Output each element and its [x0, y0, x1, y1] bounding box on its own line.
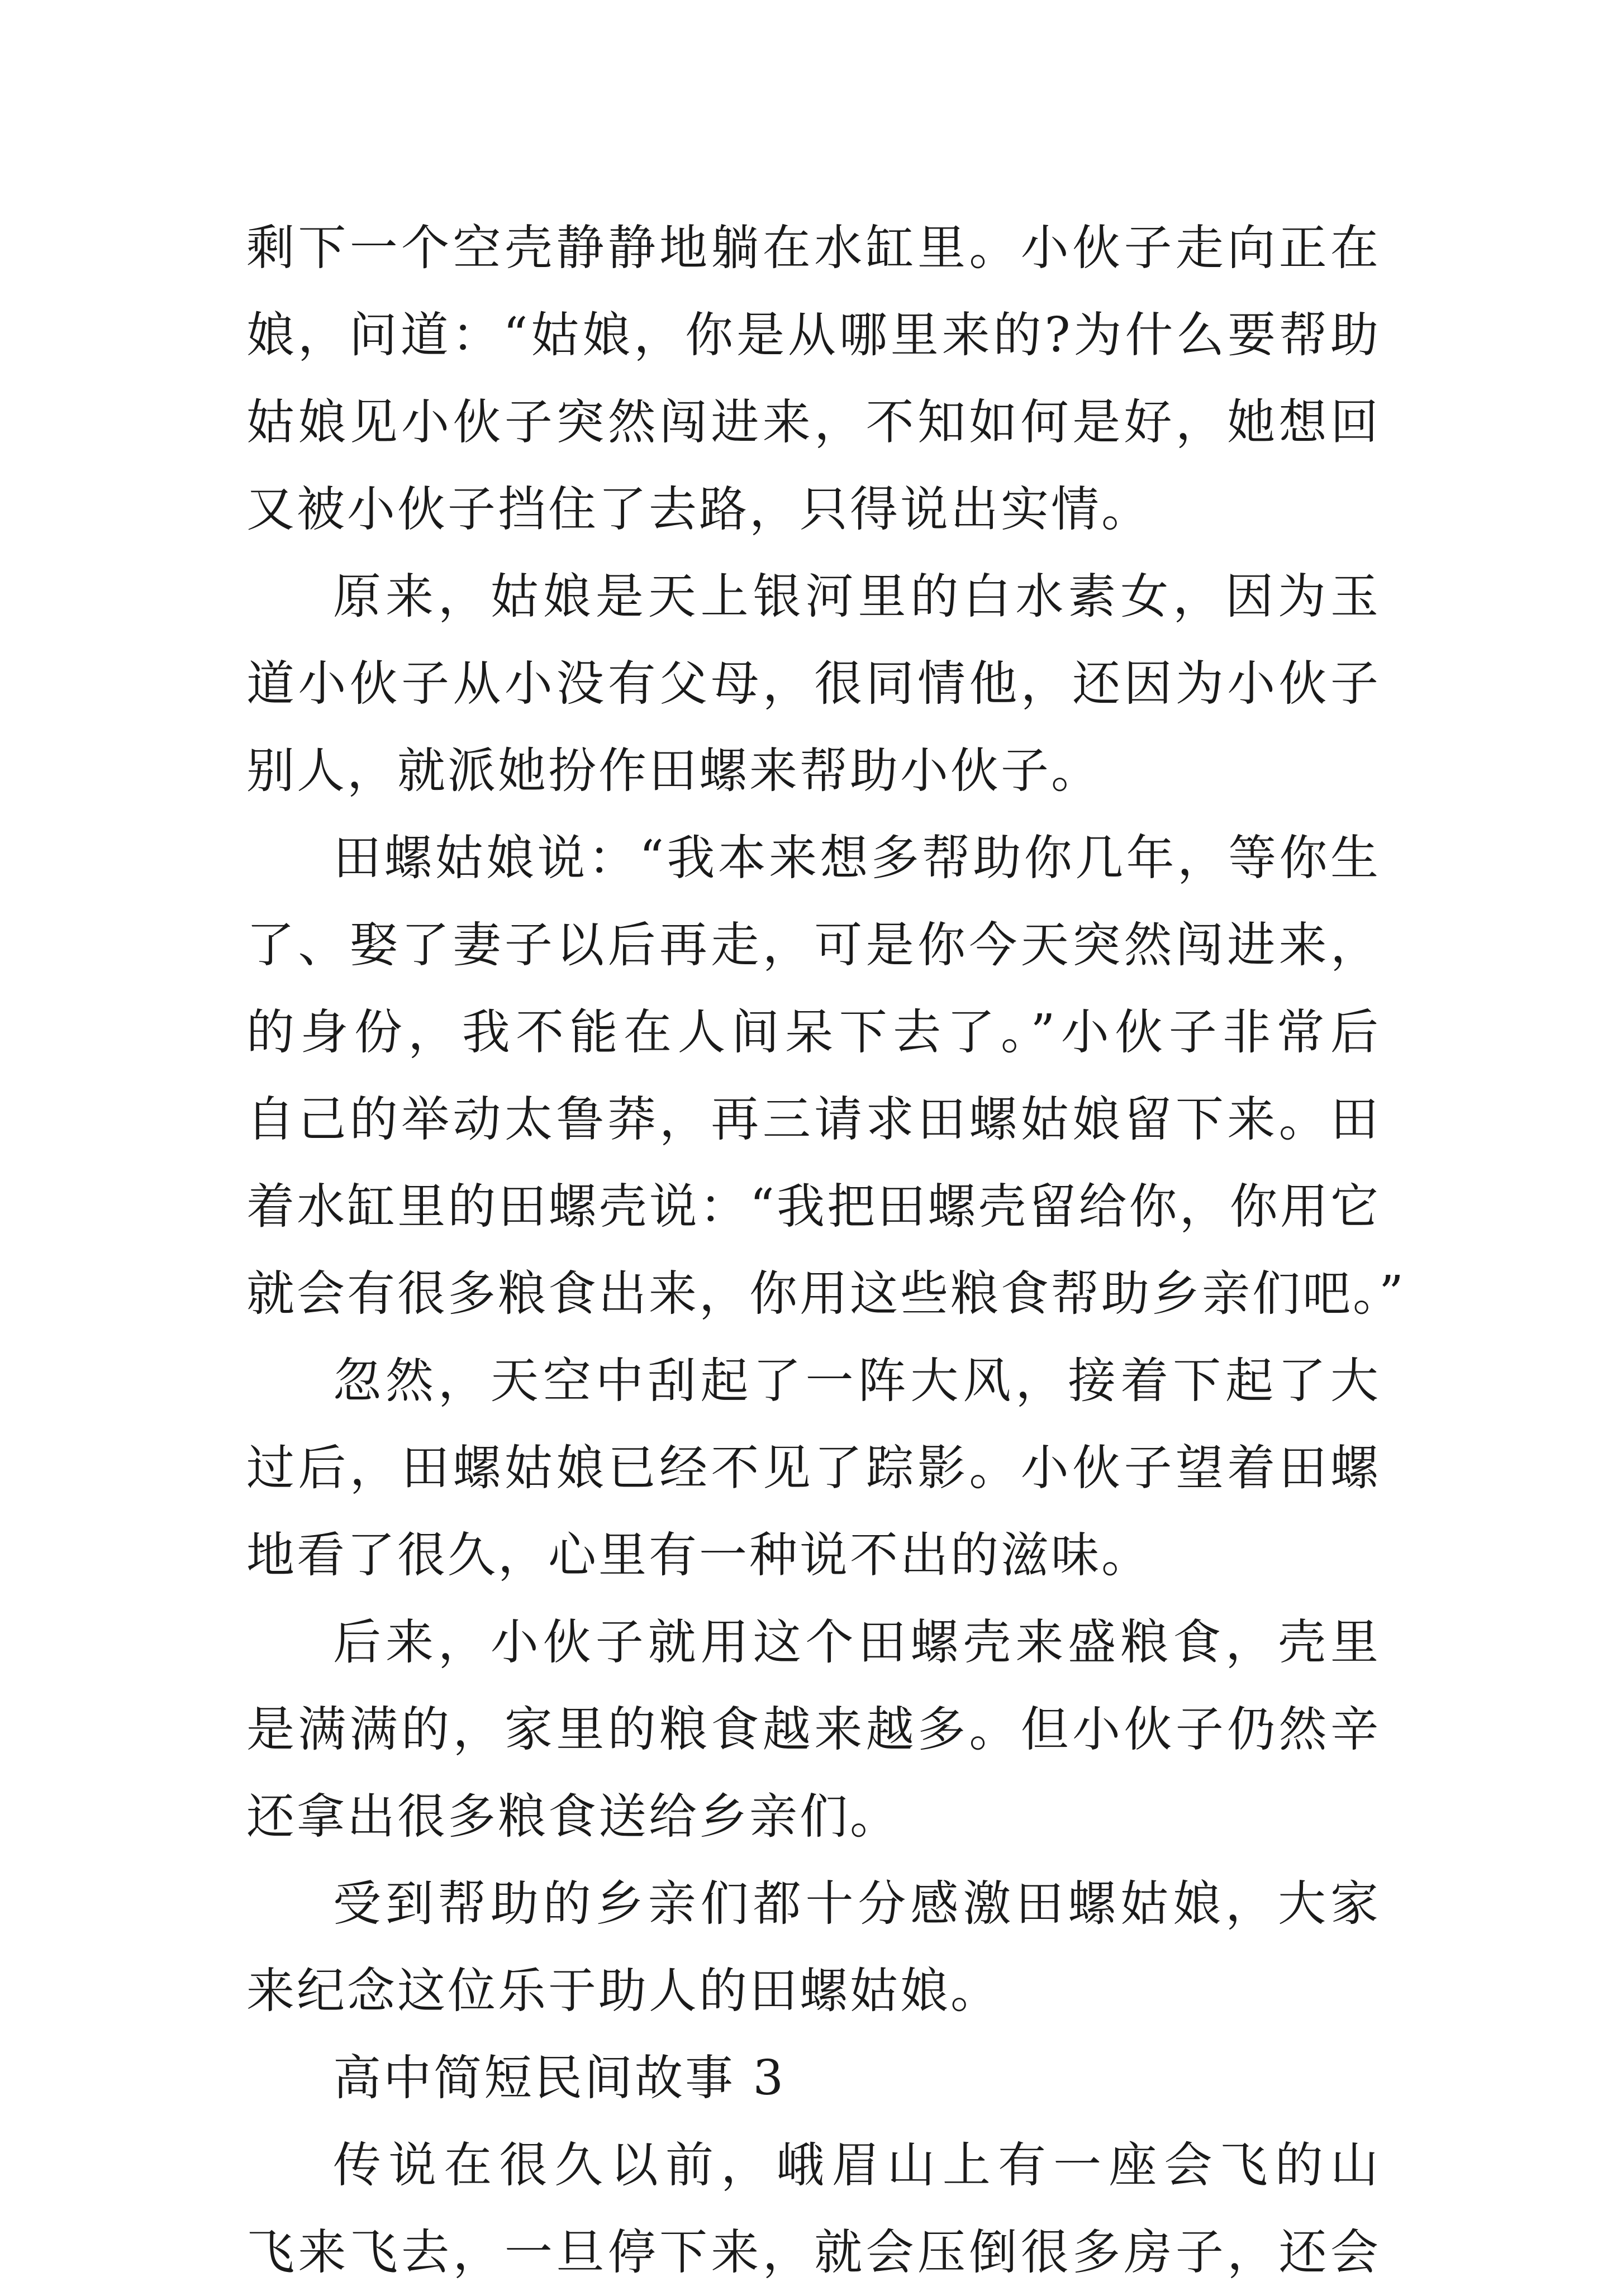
text-line: 来纪念这位乐于助人的田螺姑娘。 [246, 1963, 1001, 2019]
text-line: 的身份，我不能在人间呆下去了。”小伙子非常后 [246, 1004, 1381, 1060]
paragraph-start-line: 后来，小伙子就用这个田螺壳来盛粮食，壳里 [333, 1614, 1381, 1670]
text-line: 娘，问道：“姑娘，你是从哪里来的?为什么要帮助 [246, 307, 1381, 363]
text-line: 自己的举动太鲁莽，再三请求田螺姑娘留下来。田 [246, 1092, 1381, 1147]
paragraph-start-line: 传说在很久以前，峨眉山上有一座会飞的山 [333, 2137, 1381, 2193]
text-line: 姑娘见小伙子突然闯进来，不知如何是好，她想回 [246, 394, 1381, 450]
text-line: 是满满的，家里的粮食越来越多。但小伙子仍然辛 [246, 1702, 1381, 1757]
text-line: 就会有很多粮食出来，你用这些粮食帮助乡亲们吧。” [246, 1266, 1406, 1322]
text-line: 又被小伙子挡住了去路，只得说出实情。 [246, 482, 1152, 537]
story-text [246, 204, 1406, 2296]
section-heading: 高中简短民间故事 3 [333, 2050, 786, 2106]
text-line: 别人，就派她扮作田螺来帮助小伙子。 [246, 743, 1101, 799]
text-line: 飞来飞去，一旦停下来，就会压倒很多房子，还会 [246, 2224, 1381, 2280]
text-line: 地看了很久，心里有一种说不出的滋味。 [246, 1527, 1152, 1583]
paragraph-start-line: 受到帮助的乡亲们都十分感激田螺姑娘，大家 [333, 1876, 1381, 1932]
text-line: 道小伙子从小没有父母，很同情他，还因为小伙子 [246, 656, 1381, 712]
text-line: 了、娶了妻子以后再走，可是你今天突然闯进来， [246, 917, 1381, 973]
paragraph-start-line: 忽然，天空中刮起了一阵大风，接着下起了大 [333, 1353, 1381, 1409]
text-line: 过后，田螺姑娘已经不见了踪影。小伙子望着田螺 [246, 1440, 1381, 1496]
text-line: 还拿出很多粮食送给乡亲们。 [246, 1789, 900, 1845]
text-line: 着水缸里的田螺壳说：“我把田螺壳留给你，你用它 [246, 1179, 1381, 1235]
text-line: 剩下一个空壳静静地躺在水缸里。小伙子走向正在 [246, 220, 1381, 276]
paragraph-start-line: 田螺姑娘说：“我本来想多帮助你几年，等你生 [333, 830, 1381, 886]
paragraph-start-line: 原来，姑娘是天上银河里的白水素女，因为玉 [333, 569, 1381, 625]
